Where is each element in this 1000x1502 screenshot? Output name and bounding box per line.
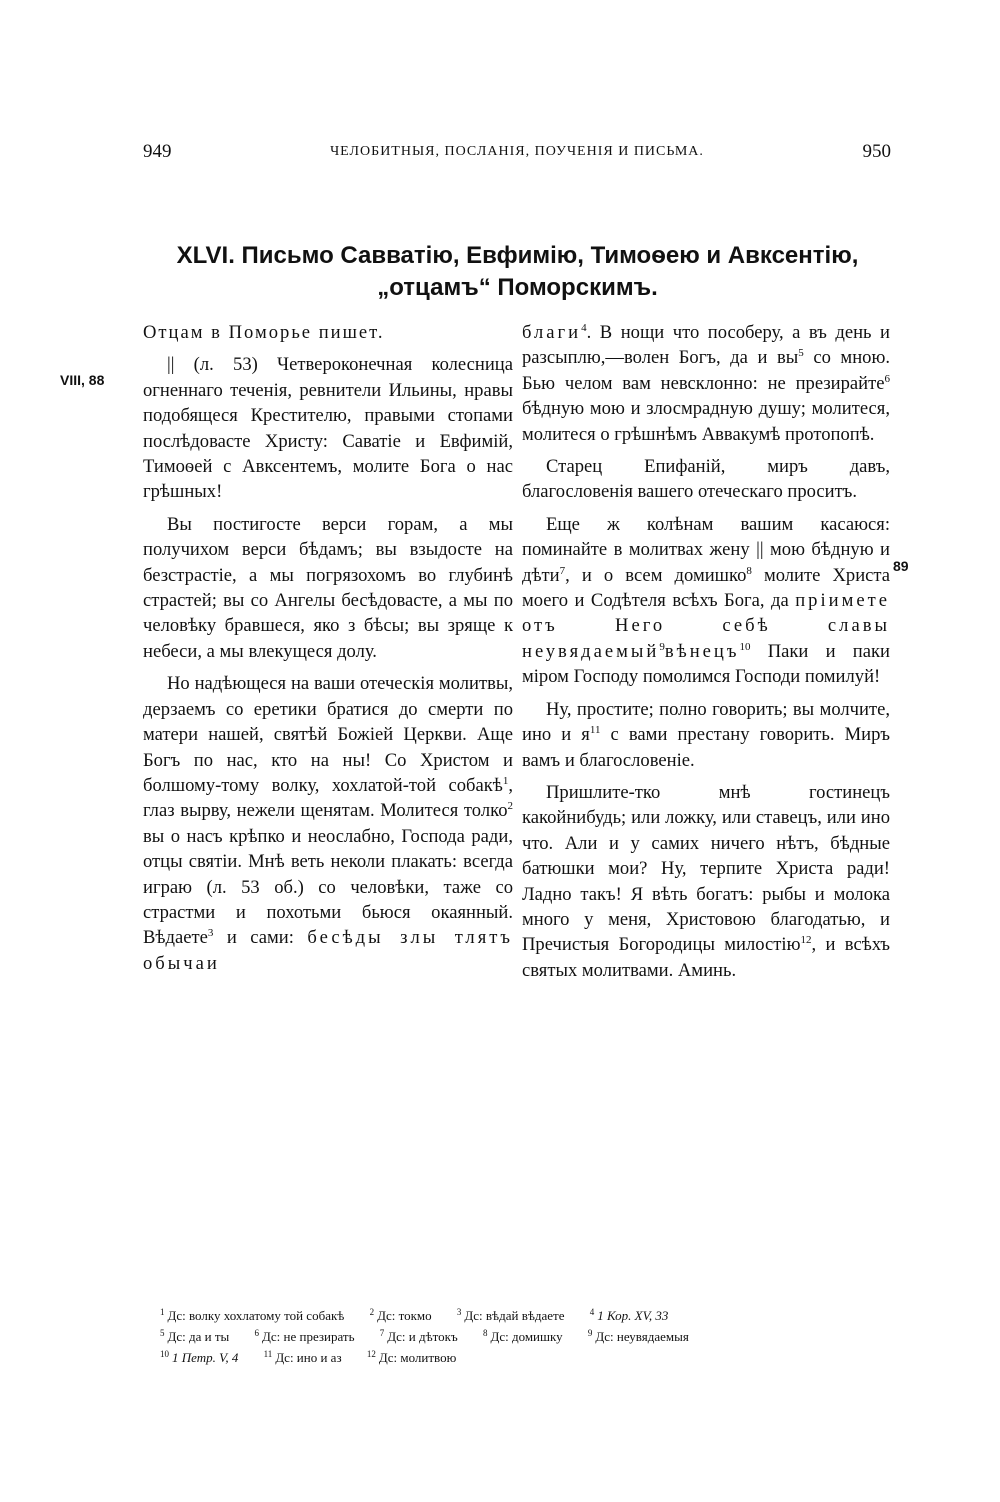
footnote-line (160, 1326, 895, 1347)
paragraph: благи$^4$. В нощи что пособеру, а въ день и разсыплю,—волен Богъ, да и $вы^5$ со мною. Бью челом вам невсклонно: не презирайте$^6$ бѣдную мою и злосмрадную душу; молитеся, молитеся о грѣшнѣмъ Аввакумѣ протопопѣ. (522, 321, 890, 445)
footnote: $^{12}$ Дс: молитвою (366, 1348, 457, 1365)
footnote-ref: 2 (507, 800, 513, 813)
page-header (143, 141, 891, 165)
footnote: $^7$ Дс: и дѣтокъ (379, 1327, 458, 1344)
footnote-ref: 3 (207, 927, 214, 940)
footnote-line (160, 1347, 895, 1368)
footnote: $^{10}$ 1 Петр. V, 4 (160, 1348, 239, 1365)
footnote-ref: 10 (739, 640, 751, 653)
footnote-ref: 9 (659, 640, 665, 653)
page-number-left: 949 (143, 141, 172, 162)
paragraph: Но надѣющеся на ваши отеческія молитвы, дерзаемъ со еретики братися до смерти по матери нашей, святѣй Божіей Церкви. Аще Богъ по нас, кто на ны! Со Христом и болшому-тому волку, хохлатой-той собакѣ$^1$, глаз вырву, нежели щенятам. Молитеся толко$^2$ вы о насъ крѣпко и неослабно, Господа ради, отцы святіи. Мнѣ веть неколи плакать: всегда играю (л. 53 об.) со человѣки, таже со страстми и похотьми бьюся окаянный. Вѣдаете$^3$ и сами: бесѣды злы тлятъ обычаи (143, 673, 513, 974)
footnote: $^2$ Дс: токмо (369, 1306, 432, 1323)
footnote: $^{11}$ Дс: ино и аз (263, 1348, 342, 1365)
spaced-quote: бесѣды злы тлятъ обычаи (143, 927, 513, 974)
footnote: $^1$ Дс: волку хохлатому той собакѣ (160, 1306, 345, 1323)
footnotes (160, 1305, 895, 1368)
footnote-ref: 7 (559, 564, 566, 577)
footnote: $^8$ Дс: домишку (482, 1327, 563, 1344)
footnote-line (160, 1305, 895, 1326)
left-column (143, 320, 513, 983)
paragraph: Еще ж колѣнам вашим касаюся: поминайте в молитвах жену || мою бѣдную и дѣти$^7$, и о всем домишко$^8$ молите Христа моего и Содѣтеля всѣхъ Бога, да пріимете отъ Него себѣ славы неувядаемый$^9$вѣнецъ$^{10}$ Паки и паки міром Господу помолимся Господи помилуй! (522, 513, 891, 688)
footnote-ref: 4 (581, 321, 587, 334)
margin-note-left: VIII, 88 (60, 372, 105, 388)
paragraph: Вы постигосте верси горам, а мы получихом верси бѣдамъ; вы взыдосте на безстрастіе, а мы погрязохомъ во глубинѣ страстей; вы со Ангелы бесѣдовасте, а мы по человѣку бравшеся, яко з бѣсы; вы зряще к небеси, а мы влекущеся долу. (143, 513, 513, 662)
footnote-ref: 6 (884, 372, 890, 385)
paragraph: Ну, простите; полно говорить; вы молчите, ино и $я^{11}$ с вами престану говорить. Миръ вамъ и благословеніе. (522, 698, 891, 771)
footnote-ref: 11 (589, 723, 601, 736)
paragraph: Старец Епифаній, миръ давъ, благословенія вашего отеческаго проситъ. (522, 456, 890, 503)
footnote-ref: 1 (502, 774, 509, 787)
paragraph: || (л. 53) Четвероконечная колесница огненнаго теченія, ревнители Ильины, нравы подобящеся Крестителю, правыми стопами послѣдовасте Христу: Саватіе и Евфимій, Тимоѳей с Авксентемъ, молите Бога о нас грѣшных! (143, 354, 513, 503)
page-number-right: 950 (862, 141, 891, 162)
margin-note-right: 89 (893, 558, 909, 574)
footnote: $^6$ Дс: не презирать (254, 1327, 355, 1344)
footnote: $^4$ 1 Кор. XV, 33 (589, 1306, 669, 1323)
footnote: $^3$ Дс: вѣдай вѣдаете (456, 1306, 565, 1323)
footnote-ref: 8 (746, 564, 752, 577)
letter-title: XLVI. Письмо Савватію, Евфимію, Тимоѳею и Авксентію, „отцамъ“ Поморскимъ. (176, 242, 859, 301)
footnote: $^9$ Дс: неувядаемыя (587, 1327, 689, 1344)
letter-subtitle: Отцам в Поморье пишет. (143, 322, 385, 343)
right-column (522, 320, 890, 990)
running-title: ЧЕЛОБИТНЫЯ, ПОСЛАНІЯ, ПОУЧЕНІЯ И ПИСЬМА. (330, 144, 704, 159)
footnote-ref: 12 (800, 934, 812, 947)
footnote-ref: 5 (798, 347, 804, 360)
footnote: $^5$ Дс: да и ты (160, 1327, 230, 1344)
paragraph: Пришлите-тко мнѣ гостинецъ какойнибудь; или ложку, или ставецъ, или ино что. Али и у самих ничего нѣтъ, бѣдные батюшки мои? Ну, терпите Христа ради! Ладно такъ! Я вѣть богатъ: рыбы и молока много у меня, Христовою благодатью, и Пречистыя Богородицы милостію$^{12}$, и всѣхъ святых молитвами. Аминь. (522, 781, 891, 981)
